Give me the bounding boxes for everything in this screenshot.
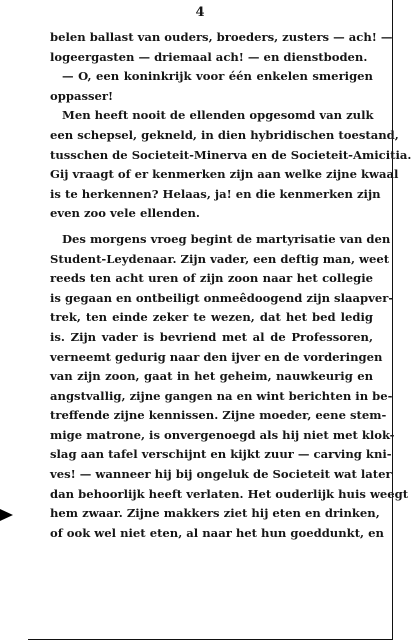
text-line: mige matrone, is onvergenoegd als hij niet met klok- xyxy=(50,427,395,442)
text-block xyxy=(50,28,411,543)
text-line: oppasser! xyxy=(50,88,114,103)
text-line: Student-Leydenaar. Zijn vader, een deftig man, weet xyxy=(50,251,390,266)
text-line: Men heeft nooit de ellenden opgesomd van zulk xyxy=(62,108,374,123)
text-line: Gij vraagt of er kenmerken zijn aan welke zijne kwaal xyxy=(50,167,399,182)
text-line: belen ballast van ouders, broeders, zusters — ach! — xyxy=(50,30,393,44)
text-line: reeds ten acht uren of zijn zoon naar het collegie xyxy=(50,271,373,286)
text-line: slag aan tafel verschijnt en kijkt zuur — carving kni- xyxy=(50,447,392,462)
text-line: ves! — wanneer hij bij ongeluk de Societeit wat later xyxy=(50,467,392,482)
text-line: trek, ten einde zeker te wezen, dat het bed ledig xyxy=(50,310,373,325)
text-line: Des morgens vroeg begint de martyrisatie van den xyxy=(62,231,391,246)
text-line: tusschen de Societeit-Minerva en de Societeit-Amicitia. xyxy=(50,147,411,162)
text-line: angstvallig, zijne gangen na en wint berichten in be- xyxy=(50,388,393,403)
text-line: is te herkennen? Helaas, ja! en die kenmerken zijn xyxy=(50,186,381,201)
text-line: — O, een koninkrijk voor één enkelen smerigen xyxy=(62,69,373,84)
text-line: logeergasten — driemaal ach! — en dienstboden. xyxy=(50,49,368,64)
text-line: of ook wel niet eten, al naar het hun goeddunkt, en xyxy=(50,525,384,540)
page-number: 4 xyxy=(195,5,205,20)
arrow-marker-icon xyxy=(0,509,13,521)
text-line: een schepsel, gekneld, in dien hybridischen toestand, xyxy=(50,127,399,142)
text-line: is gegaan en ontbeiligt onmeêdoogend zijn slaapver- xyxy=(50,290,394,305)
text-line: even zoo vele ellenden. xyxy=(50,206,200,221)
text-line: hem zwaar. Zijne makkers ziet hij eten en drinken, xyxy=(50,506,380,521)
text-line: is. Zijn vader is bevriend met al de Professoren, xyxy=(50,329,373,344)
text-line: verneemt gedurig naar den ijver en de vorderingen xyxy=(50,349,383,364)
text-line: van zijn zoon, gaat in het geheim, nauwkeurig en xyxy=(50,369,373,384)
text-line: treffende zijne kennissen. Zijne moeder, eene stem- xyxy=(50,408,387,423)
text-line: dan behoorlijk heeft verlaten. Het ouderlijk huis weegt xyxy=(50,486,409,501)
